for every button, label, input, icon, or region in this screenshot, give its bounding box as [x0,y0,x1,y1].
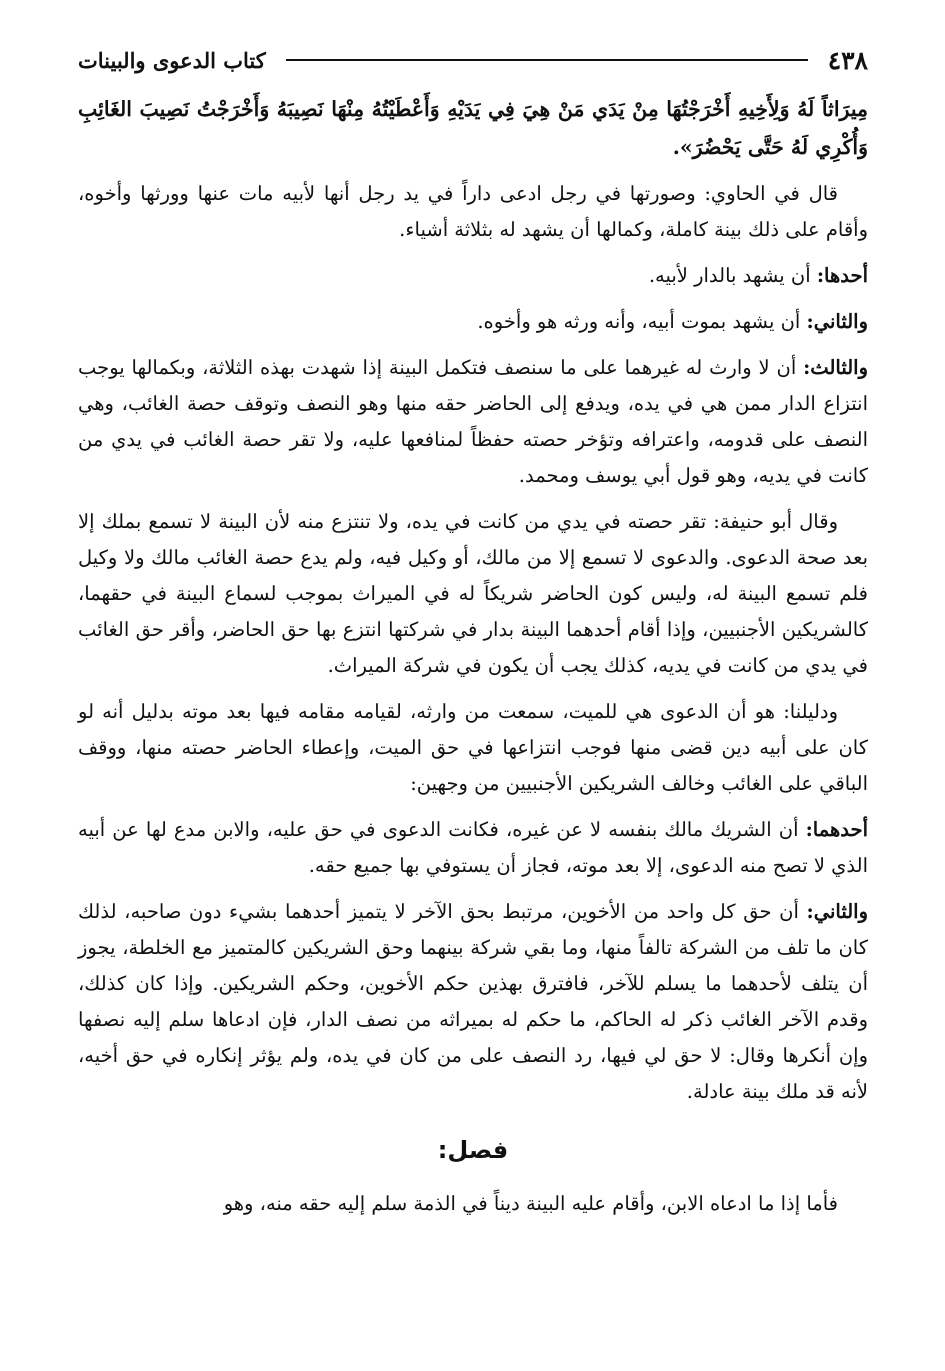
aspect-second-label: والثاني: [806,900,868,923]
condition-first [78,258,868,294]
paragraph-hawi: قال في الحاوي: وصورتها في رجل ادعى داراً في يد رجل أنها لأبيه مات عنها وورثها وأخوه، وأقام على ذلك بينة كاملة، وكمالها أن يشهد له بثلاثة أشياء. [78,182,868,241]
paragraph-evidence: ودليلنا: هو أن الدعوى هي للميت، سمعت من وارثه، لقيامه مقامه فيها بعد موته بدليل أنه لو كان على أبيه دين قضى منها فوجب انتزاعها في حق الميت، وإعطاء الحاضر حصته منها، ووقف الباقي على الغائب وخالف الشريكين الأجنبيين من وجهين: [78,700,868,795]
book-page [78,40,868,1360]
paragraph-final: فأما إذا ما ادعاه الابن، وأقام عليه البينة ديناً في الذمة سلم إليه حقه منه، وهو [223,1192,838,1215]
condition-third-label: والثالث: [803,356,868,379]
condition-third-text: أن لا وارث له غيرهما على ما سنصف فتكمل البينة إذا شهدت بهذه الثلاثة، وبكمالها يوجب انتزاع الدار ممن هي في يده، ويدفع إلى الحاضر حقه منها وهو النصف وتوقف حصة الغائب، وهي النصف على قدومه، واعترافه وتؤخر حصته حفظاً لمنافعها عليه، ولا تقر حصة الغائب في يدي من كانت في يديه، وهو قول أبي يوسف ومحمد. [78,356,868,487]
condition-first-text: أن يشهد بالدار لأبيه. [648,264,817,287]
page-body [78,90,868,1222]
aspect-first-text: أن الشريك مالك بنفسه لا عن غيره، فكانت الدعوى في حق عليه، والابن مدع لها عن أبيه الذي لا تصح منه الدعوى، إلا بعد موته، فجاز أن يستوفي بها جميع حقه. [78,818,868,877]
hadith-text: مِيرَاثاً لَهُ وَلِأَخِيهِ أَخْرَجْتُهَا مِنْ يَدَي مَنْ هِيَ فِي يَدَيْهِ وَأَعْطَيْتُهُ مِنْهَا نَصِيبَهُ وَأَخْرَجْتُ نَصِيبَ الغَائِبِ وَأُكْرِي لَهُ حَتَّى يَحْضُرَ». [78,97,868,159]
paragraph-abu-hanifa: وقال أبو حنيفة: تقر حصته في يدي من كانت في يده، ولا تنتزع منه لأن البينة لا تسمع بملك إلا بعد صحة الدعوى. والدعوى لا تسمع إلا من مالك، أو وكيل فيه، ولم يدع حصة الغائب مالك ولا وكيل فلم تسمع البينة له، وليس كون الحاضر شريكاً له في الميراث بموجب لسماع البينة في حقهما، كالشريكين الأجنبيين، وإذا أقام أحدهما البينة بدار في شركتها انتزع بها حق الحاضر، وأقر حق الغائب في يدي من كانت في يديه، كذلك يجب أن يكون في شركة الميراث. [78,510,868,677]
aspect-second [78,894,868,1110]
condition-second-label: والثاني: [806,310,868,333]
header-rule [286,59,808,61]
aspect-first [78,812,868,884]
page-header [78,40,868,80]
aspect-second-text: أن حق كل واحد من الأخوين، مرتبط بحق الآخر لا يتميز أحدهما بشيء دون صاحبه، لذلك كان ما تلف من الشركة تالفاً منها، وما بقي شركة بينهما وحق الشريكين كالمتميز مع الخلطة، يجوز أن يتلف لأحدهما ما يسلم للآخر، فافترق بهذين حكم الأخوين، وحكم الشريكين. وإذا كان كذلك، وقدم الآخر الغائب ذكر له الحاكم، ما حكم له بميراثه من نصف الدار، فإن ادعاها سلم إليه نصفها وإن أنكرها وقال: لا حق لي فيها، رد النصف على من كان في يده، ولم يؤثر إنكاره في حق أخيه، لأنه قد ملك بينة عادلة. [78,900,868,1103]
condition-third [78,350,868,494]
aspect-first-label: أحدهما: [805,818,868,841]
condition-first-label: أحدها: [816,264,868,287]
section-heading: فصل: [437,1136,509,1164]
page-number: ٤٣٨ [827,45,868,75]
condition-second-text: أن يشهد بموت أبيه، وأنه ورثه هو وأخوه. [477,310,807,333]
condition-second [78,304,868,340]
running-title: كتاب الدعوى والبينات [78,47,266,73]
